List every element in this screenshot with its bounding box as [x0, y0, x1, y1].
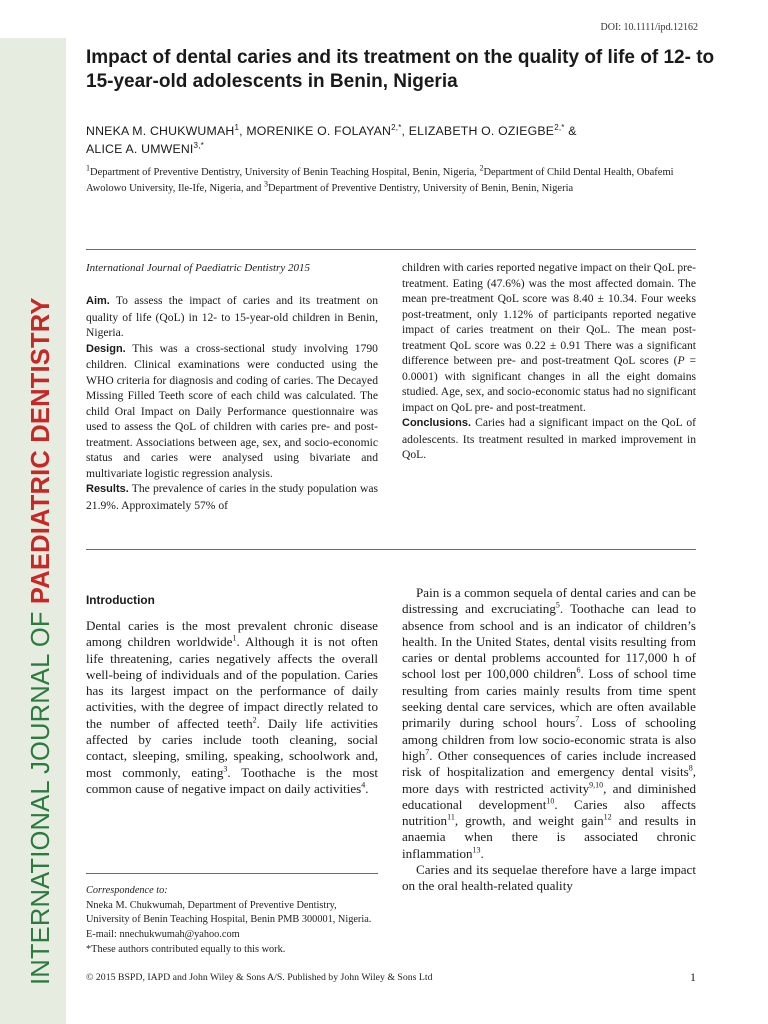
introduction-left-column	[86, 618, 378, 797]
author-affiliation-mark: 2,*	[554, 122, 565, 132]
author-affiliation-mark: 2,*	[391, 122, 402, 132]
correspondence-note	[86, 884, 378, 958]
introduction-right-column	[402, 585, 696, 895]
abstract-right-column	[402, 260, 696, 463]
body-paragraph: Caries and its sequelae therefore have a large impact on the oral health-related quality	[402, 862, 696, 894]
author-list: NNEKA M. CHUKWUMAH$^1$, MORENIKE O. $FOLAYAN^{2,*}$, ELIZABETH O. $OZIEGBE^{2,*}$ & ALICE A. $UMWENI^{3,*}$	[86, 122, 577, 156]
correspondence-rule	[86, 873, 378, 874]
section-heading-introduction: Introduction	[86, 593, 155, 607]
article-title: Impact of dental caries and its treatment on the quality of life of 12- to 15-year-old adolescents in Benin, Nigeria	[86, 47, 715, 92]
abstract-conclusions: Conclusions. Caries had a significant impact on the QoL of adolescents. Its treatment resulted in marked improvement in QoL.	[402, 416, 696, 461]
author-name: ALICE A. UMWENI	[86, 142, 194, 156]
abstract-results: Results. The prevalence of caries in the study population was 21.9%. Approximately 57% of	[86, 482, 378, 512]
page-number: 1	[690, 970, 696, 984]
author-affiliation-mark: 3,*	[193, 140, 204, 150]
doi-text: DOI: 10.1111/ipd.12162	[600, 22, 698, 33]
author-name: ELIZABETH O. OZIEGBE	[408, 124, 555, 138]
author-name: NNEKA M. CHUKWUMAH	[86, 124, 235, 138]
abstract-design: Design. This was a cross-sectional study involving 1790 children. Clinical examinations were conducted using the WHO criteria for diagnosis and coding of caries. The Decayed Missing Filled Teeth score of each child was calculated. The child Oral Impact on Daily Performance questionnaire was used to assess the QoL of children with caries pre- and post-treatment. Associations between age, sex, and socio-economic status and caries were analysed using bivariate and multivariate logistic regression analysis.	[86, 341, 378, 480]
correspondence-label: Correspondence to:	[86, 885, 168, 896]
correspondence-text: Nneka M. Chukwumah, Department of Preventive Dentistry, University of Benin Teaching Hospital, Benin PMB 300001, Nigeria. E-mail: nnechukwumah@yahoo.com	[86, 899, 372, 941]
body-paragraph: Pain is a common sequela of dental caries and can be distressing and excruciating$^5$. Toothache can lead to absence from school and is an indicator of children’s health. In the United States, dental visits resulting from caries or dental problems accounted for 117,000 h of school lost per 100,000 children$^6$. Loss of school time resulting from caries mainly results from time spent seeking dental care services, which are often available primarily during school hours$^7$. Loss of schooling among children from low socio-economic strata is also high$^7$. Other consequences of caries include increased risk of hospitalization and emergency dental visits$^8$, more days with restricted activity$^{9,10}$, and diminished educational development$^{10}$. Caries also affects nutrition$^{11}$, growth, and weight gain$^{12}$ and results in anaemia when there is associated chronic inflammation$^{13}$.	[402, 585, 697, 861]
abstract-bottom-rule	[86, 549, 696, 550]
author-name: MORENIKE O. FOLAYAN	[246, 124, 392, 138]
equal-contribution-note: *These authors contributed equally to this work.	[86, 943, 286, 955]
journal-name-vertical	[24, 297, 58, 985]
journal-name-part2: PAEDIATRIC DENTISTRY	[27, 297, 55, 605]
journal-citation: International Journal of Paediatric Dentistry 2015	[86, 262, 310, 274]
affiliations: $^1$Department of Preventive Dentistry, University of Benin Teaching Hospital, Benin, Nigeria, $^2$Department of Child Dental Health, Obafemi Awolowo University, Ile-Ife, Nigeria, and $^3$Department of Preventive Dentistry, University of Benin, Benin, Nigeria	[86, 163, 674, 194]
author-affiliation-mark: 1	[234, 122, 240, 132]
copyright-footer: © 2015 BSPD, IAPD and John Wiley & Sons A/S. Published by John Wiley & Sons Ltd	[86, 972, 433, 983]
abstract-top-rule	[86, 249, 696, 250]
abstract-results-continued: children with caries reported negative impact on their QoL pre-treatment. Eating (47.6%) was the most affected domain. The mean pre-treatment QoL score was 8.40 ± 10.34. Four weeks post-treatment, only 1.12% of participants reported negative impact of caries treatment on their QoL. The mean post-treatment QoL score was 0.22 ± 0.91 There was a significant difference between pre- and post-treatment QoL scores (P = 0.0001) with significant changes in all the eight domains studied. Age, sex, and socio-economic status had no significant impact on QoL pre- and post-treatment.	[402, 261, 696, 414]
abstract-left-column	[86, 293, 378, 513]
journal-name-part1: INTERNATIONAL JOURNAL OF	[27, 604, 55, 985]
body-paragraph: Dental caries is the most prevalent chronic disease among children worldwide$^1$. Although it is not often life threatening, caries negatively affects the overall well-being of individuals and of the population. Caries has its largest impact on the performance of daily activities, with the degree of impact directly related to the number of affected teeth$^2$. Daily life activities affected by caries include tooth cleaning, social contact, sleeping, smiling, speaking, schoolwork and, most commonly, eating$^3$. Toothache is the most common cause of negative impact on daily activities$^4$.	[86, 618, 379, 796]
abstract-aim: Aim. To assess the impact of caries and its treatment on quality of life (QoL) in 12- to 15-year-old children in Benin, Nigeria.	[86, 294, 378, 339]
